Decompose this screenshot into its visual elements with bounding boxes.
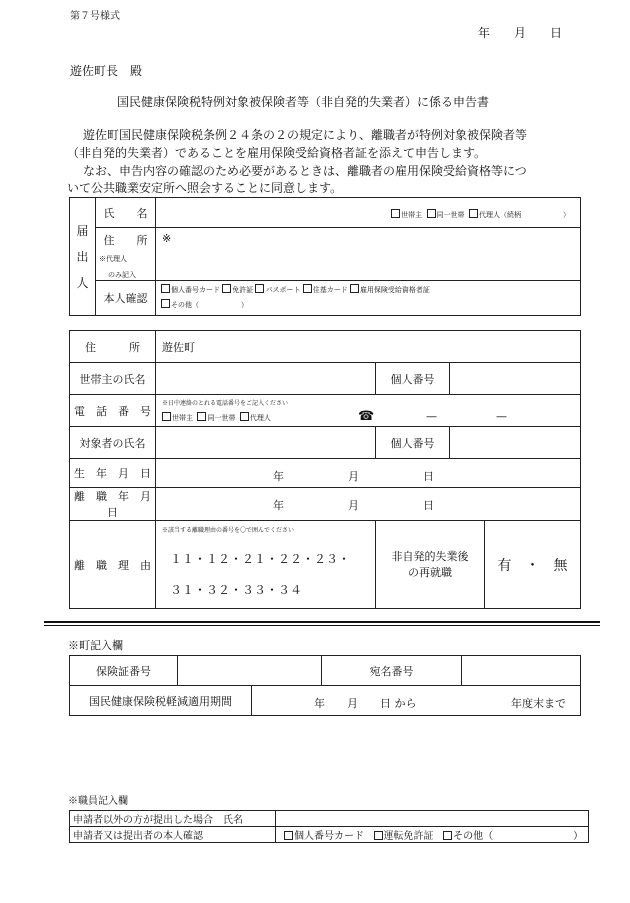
- phone-note: ※日中連絡のとれる電話番号をご記入ください: [162, 400, 289, 407]
- intro-line-2: （非自発的失業者）であることを雇用保険受給資格者証を添えて申告します。: [67, 146, 487, 160]
- notifier-table: [69, 197, 581, 316]
- target-mynumber-field[interactable]: [450, 427, 581, 459]
- id-jukicard-checkbox[interactable]: [303, 284, 312, 293]
- notifier-side-label: 届 出 人: [70, 198, 96, 316]
- phone-same-checkbox[interactable]: [197, 412, 206, 421]
- separator-line-top: [44, 621, 600, 623]
- staff-table: [69, 810, 589, 843]
- address-number-label: 宛名番号: [322, 656, 462, 686]
- address-number-field[interactable]: [462, 656, 581, 686]
- notifier-address-label: 住 所 ※代理人 のみ記入: [96, 228, 156, 281]
- id-license-checkbox[interactable]: [222, 284, 231, 293]
- household-address-label: 住 所: [70, 331, 156, 363]
- town-table: [69, 655, 581, 716]
- reason-field[interactable]: [156, 521, 376, 609]
- notifier-id-label: 本人確認: [96, 281, 156, 316]
- notifier-name-label: 氏 名: [96, 198, 156, 228]
- id-passport-checkbox[interactable]: [255, 284, 264, 293]
- id-other-checkbox[interactable]: [161, 299, 170, 308]
- form-number: 第７号様式: [70, 11, 120, 22]
- phone-dash-1: —: [426, 410, 437, 423]
- target-name-label: 対象者の氏名: [70, 427, 156, 459]
- staff-id-label: 申請者又は提出者の本人確認: [70, 827, 276, 843]
- reason-codes-line-1[interactable]: １１・１２・２１・２２・２３・: [170, 552, 351, 566]
- head-name-label: 世帯主の氏名: [70, 363, 156, 395]
- town-section-heading: ※町記入欄: [68, 639, 123, 652]
- notifier-address-field[interactable]: [156, 228, 581, 281]
- intro-line-4: いて公共職業安定所へ照会することに同意します。: [67, 181, 343, 195]
- relation-head-checkbox[interactable]: [391, 209, 400, 218]
- phone-dash-2: —: [496, 410, 507, 423]
- household-address-value: 遊佐町: [162, 340, 195, 354]
- target-name-field[interactable]: [156, 427, 376, 459]
- reduction-period-end: 年度末まで: [511, 697, 566, 710]
- reason-codes-line-2[interactable]: ３１・３２・３３・３４: [170, 583, 303, 597]
- addressee: 遊佐町長 殿: [70, 64, 143, 78]
- head-mynumber-field[interactable]: [450, 363, 581, 395]
- insurance-number-label: 保険証番号: [70, 656, 178, 686]
- notifier-name-field[interactable]: [156, 198, 581, 228]
- staff-id-options: 個人番号カード 運転免許証 その他（ ）: [276, 827, 589, 843]
- birth-day: 日: [423, 470, 434, 483]
- birth-year: 年: [273, 470, 284, 483]
- phone-head-checkbox[interactable]: [162, 412, 171, 421]
- relation-agent-checkbox[interactable]: [469, 209, 478, 218]
- staff-submitter-label: 申請者以外の方が提出した場合 氏名: [70, 811, 276, 827]
- date-line: 年 月 日: [478, 26, 563, 40]
- phone-field[interactable]: [156, 395, 581, 427]
- intro-line-3: なお、申告内容の確認のため必要があるときは、離職者の雇用保険受給資格等につ: [83, 164, 527, 178]
- address-mark: ※: [162, 232, 172, 245]
- separation-date-field[interactable]: [156, 488, 581, 521]
- staff-id-other-checkbox[interactable]: [443, 831, 452, 840]
- reemployment-label: 非自発的失業後 の再就職: [376, 521, 485, 609]
- relation-options: 世帯主 同一世帯 代理人（続柄 ）: [391, 209, 570, 220]
- reduction-period-field[interactable]: [252, 686, 581, 716]
- staff-id-license-checkbox[interactable]: [374, 831, 383, 840]
- household-address-field[interactable]: [156, 331, 581, 363]
- sep-month: 月: [348, 499, 359, 512]
- separation-date-label: 離 職 年 月 日: [70, 488, 156, 521]
- staff-id-mynumber-checkbox[interactable]: [284, 831, 293, 840]
- id-employment-cert-checkbox[interactable]: [350, 284, 359, 293]
- staff-submitter-field[interactable]: [276, 811, 589, 827]
- relation-same-checkbox[interactable]: [427, 209, 436, 218]
- phone-label: 電 話 番 号: [70, 395, 156, 427]
- notifier-id-options: 個人番号カード 免許証 パスポート 住基カード 雇用保険受給資格者証 その他（ ）: [156, 281, 581, 316]
- birth-month: 月: [348, 470, 359, 483]
- sep-day: 日: [423, 499, 434, 512]
- birth-label: 生 年 月 日: [70, 459, 156, 488]
- reemployment-options[interactable]: 有 ・ 無: [485, 521, 581, 609]
- phone-options: 世帯主 同一世帯 代理人: [162, 412, 271, 423]
- id-mynumber-checkbox[interactable]: [161, 284, 170, 293]
- head-name-field[interactable]: [156, 363, 376, 395]
- head-mynumber-label: 個人番号: [376, 363, 450, 395]
- phone-agent-checkbox[interactable]: [240, 412, 249, 421]
- insurance-number-field[interactable]: [178, 656, 322, 686]
- phone-icon: ☎: [358, 409, 375, 424]
- separator-line-bottom: [44, 625, 600, 626]
- household-table: [69, 330, 581, 609]
- target-mynumber-label: 個人番号: [376, 427, 450, 459]
- staff-section-heading: ※職員記入欄: [68, 796, 128, 807]
- birth-field[interactable]: [156, 459, 581, 488]
- intro-line-1: 遊佐町国民健康保険税条例２４条の２の規定により、離職者が特例対象被保険者等: [83, 128, 528, 142]
- reason-label: 離 職 理 由: [70, 521, 156, 609]
- document-title: 国民健康保険税特例対象被保険者等（非自発的失業者）に係る申告書: [117, 95, 490, 109]
- reason-note: ※該当する離職理由の番号を〇で囲んでください: [162, 527, 295, 534]
- sep-year: 年: [273, 499, 284, 512]
- reduction-period-label: 国民健康保険税軽減適用期間: [70, 686, 252, 716]
- reduction-period-start: 年 月 日 から: [314, 697, 417, 710]
